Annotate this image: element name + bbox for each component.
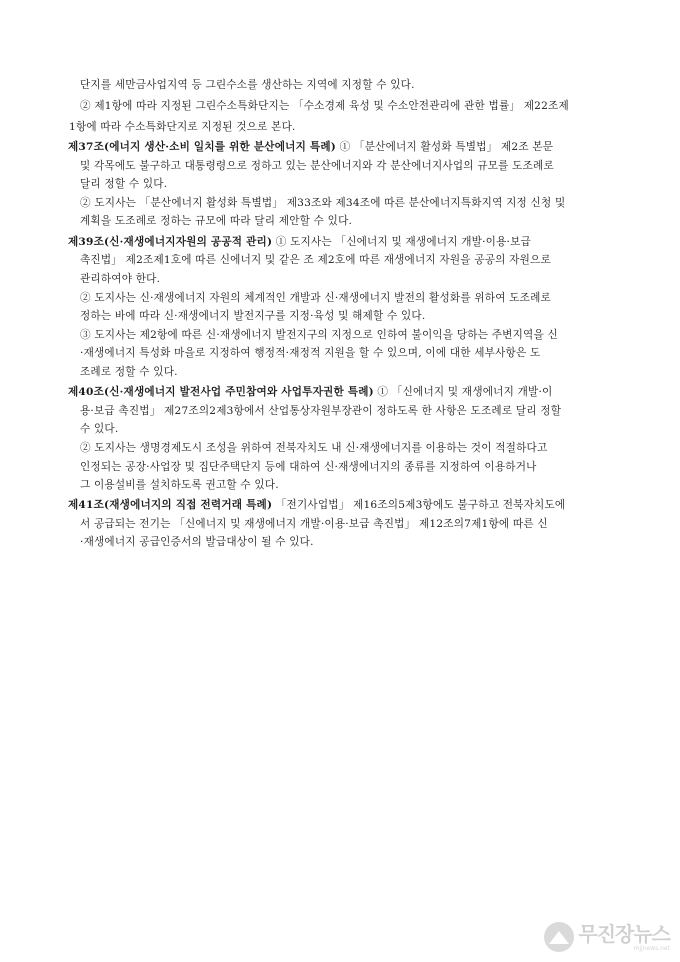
- text-line: 정하는 바에 따라 신·재생에너지 발전지구를 지정·육성 및 해제할 수 있다.: [80, 310, 426, 322]
- watermark-brand: 무진장뉴스: [578, 921, 670, 946]
- text-line: ② 도지사는 신·재생에너지 자원의 체계적인 개발과 신·재생에너지 발전의 활성화를 위하여 도조례로: [80, 292, 551, 304]
- text-line: 달리 정할 수 있다.: [80, 178, 168, 190]
- watermark-url: mjjnews.net: [633, 944, 670, 952]
- text-line: 계획을 도조례로 정하는 규모에 따라 달리 제안할 수 있다.: [80, 215, 353, 227]
- text-line: 그 이용설비를 설치하도록 권고할 수 있다.: [80, 479, 279, 491]
- text-line: ② 도지사는 「분산에너지 활성화 특별법」 제33조와 제34조에 따른 분산에너지특화지역 지정 신청 및: [80, 197, 566, 209]
- text-line: ② 제1항에 따라 지정된 그린수소특화단지는 「수소경제 육성 및 수소안전관리에 관한 법률」 제22조제: [80, 100, 569, 112]
- article-37-heading-line: 제37조(에너지 생산·소비 일치를 위한 분산에너지 특례) ① 「분산에너지 활성화 특별법」 제2조 본문: [68, 141, 554, 153]
- article-39-heading-line: 제39조(신·재생에너지자원의 공공적 관리) ① 도지사는 「신에너지 및 재생에너지 개발·이용·보급: [68, 236, 531, 248]
- article-title: 제39조(신·재생에너지자원의 공공적 관리): [68, 236, 273, 248]
- article-41-heading-line: 제41조(재생에너지의 직접 전력거래 특례) 「전기사업법」 제16조의5제3항에도 불구하고 전북자치도에: [68, 499, 566, 511]
- text-line: ③ 도지사는 제2항에 따른 신·재생에너지 발전지구의 지정으로 인하여 불이익을 당하는 주변지역을 신: [80, 329, 558, 341]
- watermark-text: [578, 923, 670, 952]
- text-line: 및 각목에도 불구하고 대통령령으로 정하고 있는 분산에너지와 각 분산에너지사업의 규모를 도조례로: [80, 160, 554, 172]
- text-line: 수 있다.: [80, 423, 119, 435]
- text-line: 1항에 따라 수소특화단지로 지정된 것으로 본다.: [69, 121, 296, 133]
- text-line: ·재생에너지 공급인증서의 발급대상이 될 수 있다.: [80, 536, 314, 548]
- text-line: 인정되는 공장·사업장 및 집단주택단지 등에 대하여 신·재생에너지의 종류를 지정하여 이용하거나: [80, 461, 537, 473]
- text-line: 용·보급 촉진법」 제27조의2제3항에서 산업통상자원부장관이 정하도록 한 사항은 도조례로 달리 정할: [80, 405, 562, 417]
- text-line: 촉진법」 제2조제1호에 따른 신에너지 및 같은 조 제2호에 따른 재생에너지 자원을 공공의 자원으로: [80, 254, 551, 266]
- article-title: 제40조(신·재생에너지 발전사업 주민참여와 사업투자권한 특례): [68, 386, 374, 398]
- text-line: 조례로 정할 수 있다.: [80, 366, 178, 378]
- article-title: 제37조(에너지 생산·소비 일치를 위한 분산에너지 특례): [68, 141, 336, 153]
- article-40-heading-line: 제40조(신·재생에너지 발전사업 주민참여와 사업투자권한 특례) ① 「신에너지 및 재생에너지 개발·이: [68, 386, 553, 398]
- article-title: 제41조(재생에너지의 직접 전력거래 특례): [68, 499, 273, 511]
- text-line: 관리하여야 한다.: [80, 273, 161, 285]
- text-line: ·재생에너지 특성화 마을로 지정하여 행정적·재정적 지원을 할 수 있으며, 이에 대한 세부사항은 도: [80, 347, 541, 359]
- text-line: 단지를 세만금사업지역 등 그린수소를 생산하는 지역에 지정할 수 있다.: [80, 79, 415, 91]
- news-watermark: [544, 922, 670, 952]
- text-line: ② 도지사는 생명경제도시 조성을 위하여 전북자치도 내 신·재생에너지를 이용하는 것이 적절하다고: [80, 442, 548, 454]
- mountain-logo-icon: [544, 922, 574, 952]
- text-line: 서 공급되는 전기는 「신에너지 및 재생에너지 개발·이용·보급 촉진법」 제12조의7제1항에 따른 신: [80, 518, 548, 530]
